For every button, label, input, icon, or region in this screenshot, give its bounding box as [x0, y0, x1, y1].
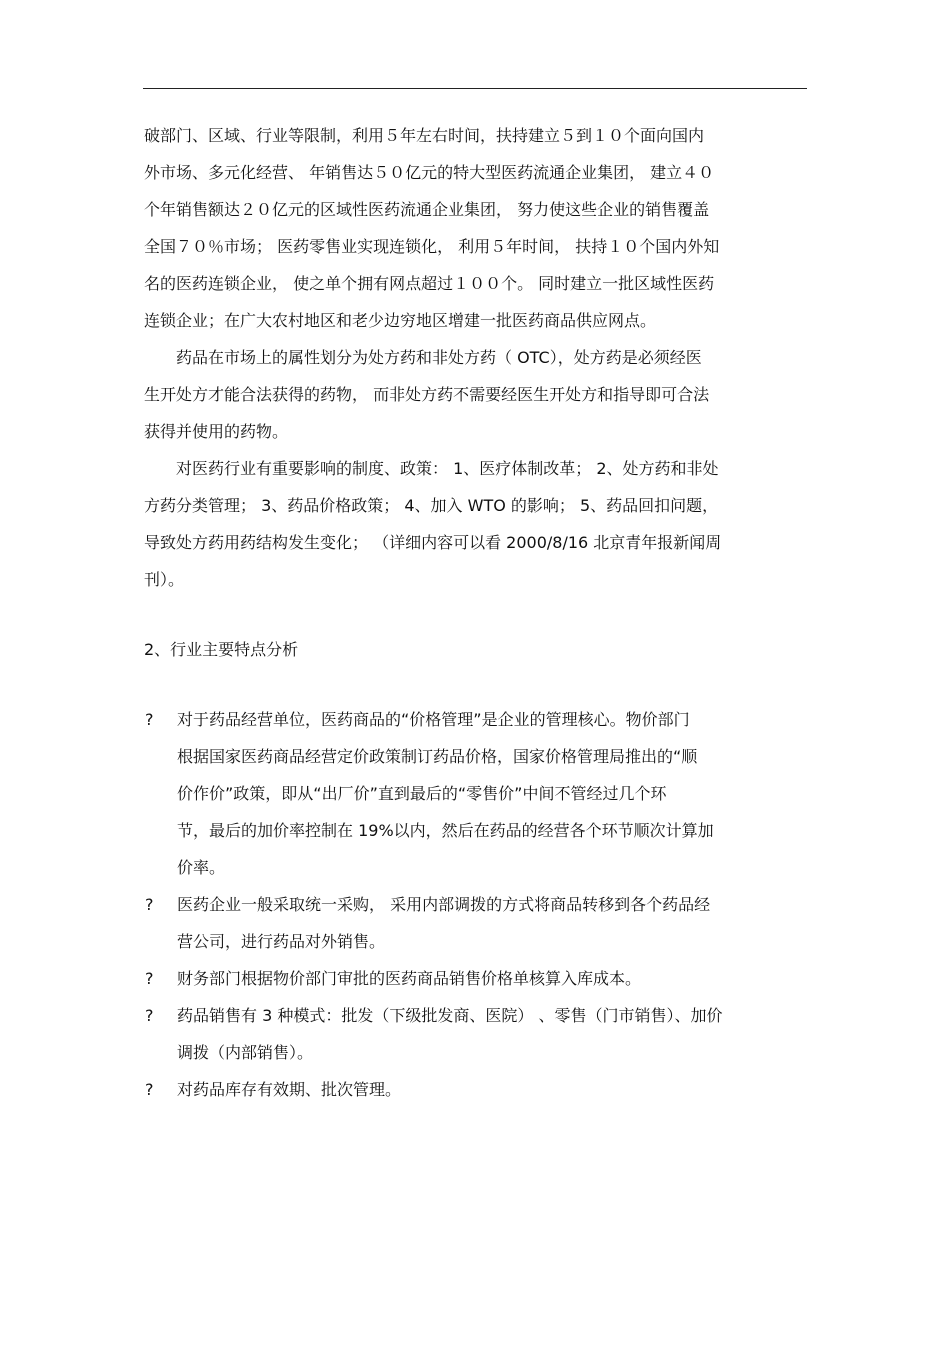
bullet-mark: ?	[145, 1080, 154, 1099]
text-line: 对医药行业有重要影响的制度、政策： 1、医疗体制改革； 2、处方药和非处	[176, 459, 719, 478]
list-item	[144, 886, 808, 960]
text-line: 外市场、多元化经营、 年销售达５０亿元的特大型医药流通企业集团， 建立４０	[144, 163, 715, 182]
text-line: 连锁企业；在广大农村地区和老少边穷地区增建一批医药商品供应网点。	[144, 311, 657, 330]
text-line: 方药分类管理； 3、药品价格政策； 4、加入 WTO 的影响； 5、药品回扣问题，	[144, 496, 719, 515]
list-item	[144, 701, 808, 886]
text-line: 全国７０％市场； 医药零售业实现连锁化， 利用５年时间， 扶持１０个国内外知	[144, 237, 720, 256]
section-heading: 2、行业主要特点分析	[144, 640, 299, 659]
text-line: 调拨（内部销售）。	[177, 1043, 314, 1062]
bullet-mark: ?	[145, 895, 154, 914]
text-line: 个年销售额达２０亿元的区域性医药流通企业集团， 努力使这些企业的销售覆盖	[144, 200, 710, 219]
text-line: 破部门、区域、行业等限制，利用５年左右时间，扶持建立５到１０个面向国内	[144, 126, 705, 145]
bullet-mark: ?	[145, 710, 154, 729]
text-line: 根据国家医药商品经营定价政策制订药品价格，国家价格管理局推出的“顺	[177, 747, 698, 766]
text-line: 节，最后的加价率控制在 19%以内，然后在药品的经营各个环节顺次计算加	[177, 821, 714, 840]
text-line: 营公司，进行药品对外销售。	[177, 932, 386, 951]
text-line: 对于药品经营单位，医药商品的“价格管理”是企业的管理核心。物价部门	[177, 710, 690, 729]
bullet-mark: ?	[145, 969, 154, 988]
bullet-mark: ?	[145, 1006, 154, 1025]
text-line: 医药企业一般采取统一采购， 采用内部调拨的方式将商品转移到各个药品经	[177, 895, 711, 914]
text-line: 价率。	[177, 858, 226, 877]
paragraph-otc	[144, 339, 808, 450]
text-line: 刊）。	[144, 570, 185, 589]
text-line: 生开处方才能合法获得的药物， 而非处方药不需要经医生开处方和指导即可合法	[144, 385, 710, 404]
document-body	[144, 117, 808, 1108]
text-line: 名的医药连锁企业， 使之单个拥有网点超过１００个。 同时建立一批区域性医药	[144, 274, 715, 293]
text-line: 价作价”政策，即从“出厂价”直到最后的“零售价”中间不管经过几个环	[177, 784, 667, 803]
text-line: 药品销售有 3 种模式：批发（下级批发商、医院） 、零售（门市销售）、加价	[177, 1006, 723, 1025]
text-line: 获得并使用的药物。	[144, 422, 289, 441]
text-line: 财务部门根据物价部门审批的医药商品销售价格单核算入库成本。	[177, 969, 642, 988]
text-line: 对药品库存有效期、批次管理。	[177, 1080, 402, 1099]
paragraph-regulations	[144, 450, 808, 598]
list-item	[144, 1071, 808, 1108]
list-item	[144, 997, 808, 1071]
text-line: 导致处方药用药结构发生变化； （详细内容可以看 2000/8/16 北京青年报新闻周	[144, 533, 722, 552]
list-item	[144, 960, 808, 997]
text-line: 药品在市场上的属性划分为处方药和非处方药（ OTC），处方药是必须经医	[176, 348, 702, 367]
header-rule	[143, 88, 807, 89]
feature-list	[144, 701, 808, 1108]
paragraph-policy	[144, 117, 808, 339]
